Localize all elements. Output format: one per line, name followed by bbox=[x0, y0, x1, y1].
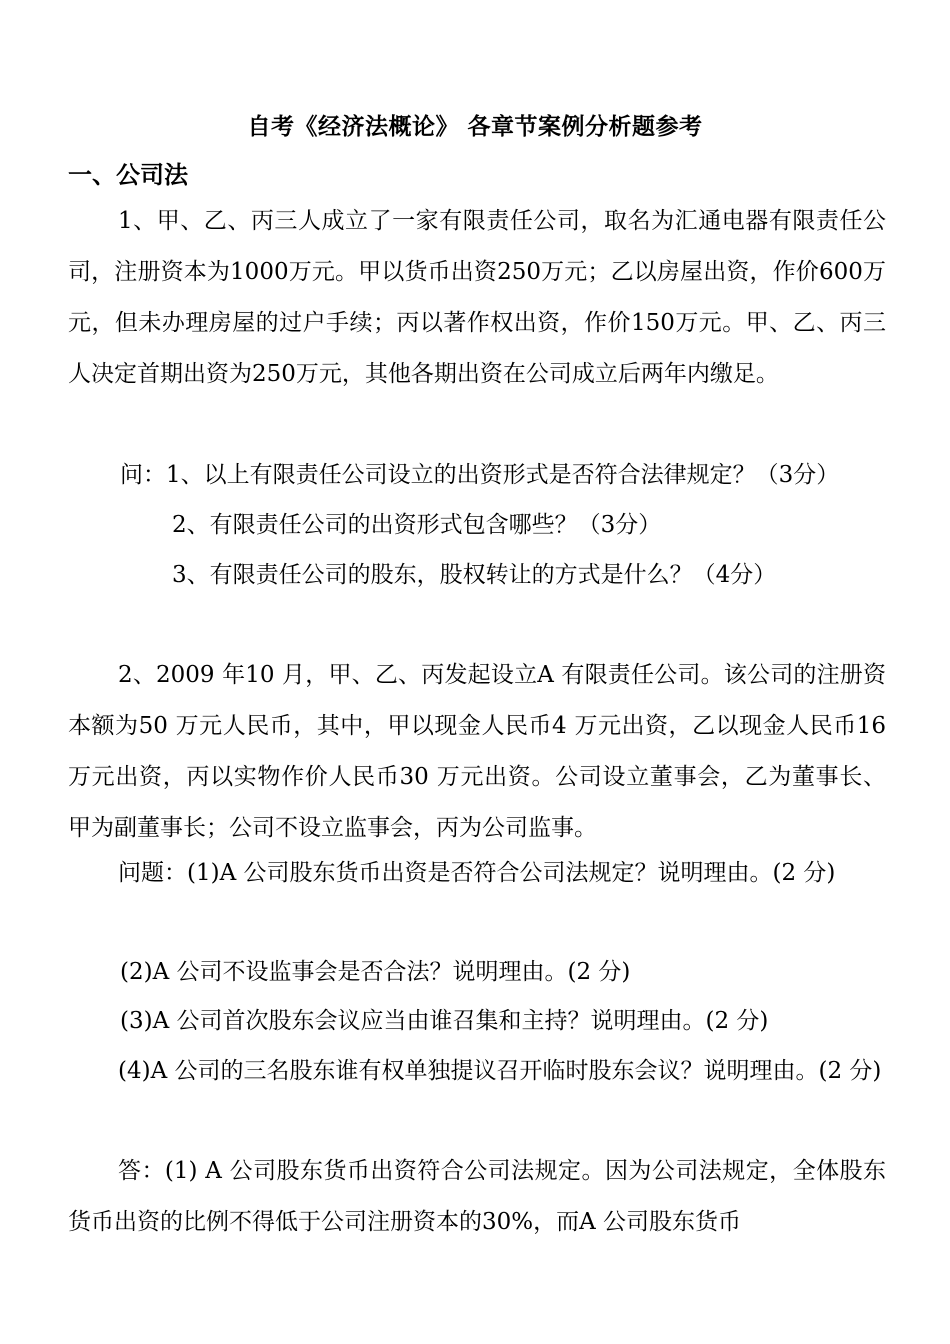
section-heading: 一、公司法 bbox=[68, 160, 188, 189]
document-title: 自考《经济法概论》 各章节案例分析题参考 bbox=[247, 113, 703, 140]
case2-question-2: (2)A 公司不设监事会是否合法？说明理由。(2 分) bbox=[120, 959, 631, 985]
case1-paragraph: 1、甲、乙、丙三人成立了一家有限责任公司，取名为汇通电器有限责任公司，注册资本为1000万元。甲以货币出资250万元；乙以房屋出资，作价600万元，但未办理房屋的过户手续；丙以著作权出资，作价150万元。甲、乙、丙三人决定首期出资为250万元，其他各期出资在公司成立后两年内缴足。 bbox=[68, 208, 886, 387]
case2-paragraph: 2、2009 年10 月，甲、乙、丙发起设立A 有限责任公司。该公司的注册资本额为50 万元人民币，其中，甲以现金人民币4 万元出资，乙以现金人民币16 万元出资，丙以实物作价人民币30 万元出资。公司设立董事会，乙为董事长、甲为副董事长；公司不设立监事会，丙为公司监事。 bbox=[68, 662, 886, 841]
case2-question-4: (4)A 公司的三名股东谁有权单独提议召开临时股东会议？说明理由。(2 分) bbox=[118, 1058, 882, 1084]
case2-answer: 答：(1) A 公司股东货币出资符合公司法规定。因为公司法规定，全体股东货币出资的比例不得低于公司注册资本的30%，而A 公司股东货币 bbox=[68, 1158, 886, 1235]
case2-question-3: (3)A 公司首次股东会议应当由谁召集和主持？说明理由。(2 分) bbox=[120, 1008, 769, 1034]
case1-question-3: 3、有限责任公司的股东，股权转让的方式是什么？（4分） bbox=[172, 562, 777, 588]
case1-question-2: 2、有限责任公司的出资形式包含哪些？（3分） bbox=[172, 512, 662, 538]
case2-question-1: 问题：(1)A 公司股东货币出资是否符合公司法规定？说明理由。(2 分) bbox=[118, 860, 836, 886]
case1-question-1: 问：1、以上有限责任公司设立的出资形式是否符合法律规定？（3分） bbox=[120, 462, 840, 488]
